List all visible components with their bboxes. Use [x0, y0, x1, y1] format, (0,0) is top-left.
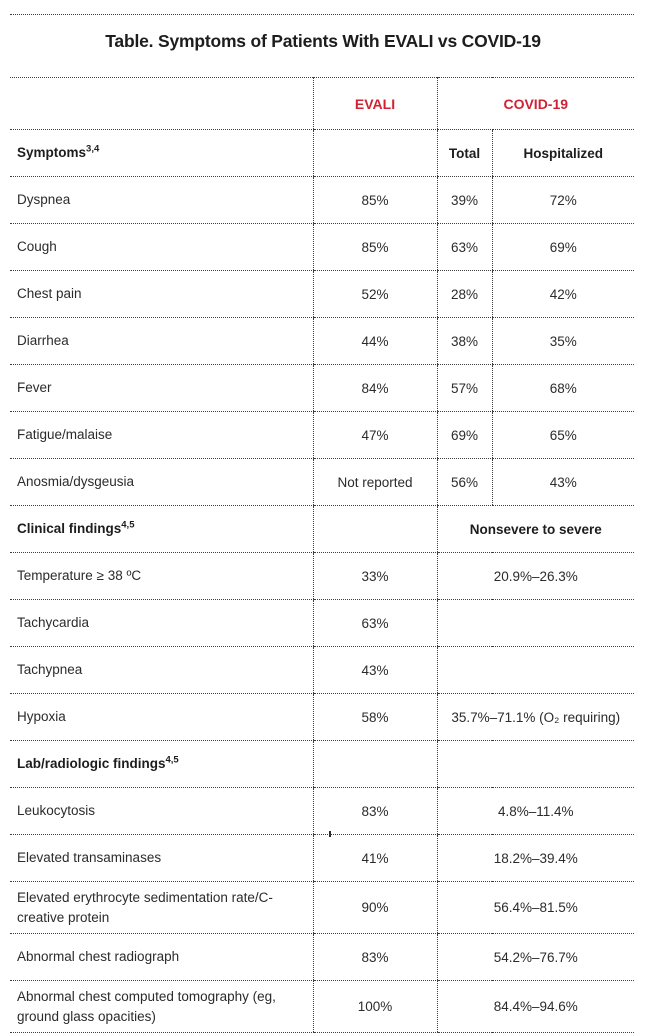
row-label [10, 365, 313, 412]
row-label-superscript: 4,5 [165, 754, 179, 766]
covid-range-cell: 18.2%–39.4% [437, 835, 634, 882]
hospitalized-cell: 35% [492, 318, 634, 365]
row-label-text: Fever [17, 380, 52, 396]
evali-cell: 47% [313, 412, 437, 459]
table-row [10, 412, 634, 459]
evali-cell [313, 130, 437, 177]
table-row [10, 177, 634, 224]
evali-cell: Not reported [313, 459, 437, 506]
evali-cell [313, 741, 437, 788]
row-label [10, 882, 313, 934]
hospitalized-cell: 42% [492, 271, 634, 318]
table-row [10, 934, 634, 981]
row-label-text: Symptoms [17, 145, 87, 161]
evali-cell: 90% [313, 882, 437, 934]
row-label-text: Dyspnea [17, 192, 71, 208]
total-cell: Total [437, 130, 492, 177]
total-cell: 39% [437, 177, 492, 224]
table-row [10, 981, 634, 1033]
col-header-covid: COVID-19 [437, 78, 634, 130]
total-cell: 69% [437, 412, 492, 459]
row-label [10, 934, 313, 981]
covid-range-cell: 56.4%–81.5% [437, 882, 634, 934]
covid-range-cell: 4.8%–11.4% [437, 788, 634, 835]
row-label [10, 553, 313, 600]
row-label [10, 177, 313, 224]
row-label [10, 271, 313, 318]
row-label-text: Fatigue/malaise [17, 427, 113, 443]
top-rule [10, 14, 634, 15]
total-cell: 28% [437, 271, 492, 318]
table-header-row [10, 78, 634, 130]
row-label [10, 647, 313, 694]
table-row [10, 553, 634, 600]
covid-range-cell: 35.7%–71.1% (O₂ requiring) [437, 694, 634, 741]
row-label [10, 835, 313, 882]
evali-cell: 33% [313, 553, 437, 600]
row-label [10, 318, 313, 365]
row-label-text: Lab/radiologic findings [17, 756, 166, 772]
evali-cell: 85% [313, 224, 437, 271]
row-label-text: Elevated transaminases [17, 850, 162, 866]
covid-range-cell: 20.9%–26.3% [437, 553, 634, 600]
table-row [10, 318, 634, 365]
covid-range-cell: 84.4%–94.6% [437, 981, 634, 1033]
row-label-text: Tachypnea [17, 662, 83, 678]
hospitalized-cell: 43% [492, 459, 634, 506]
evali-cell: 83% [313, 934, 437, 981]
bottom-tick [329, 831, 331, 837]
hospitalized-cell: 68% [492, 365, 634, 412]
table-row [10, 459, 634, 506]
total-cell: 57% [437, 365, 492, 412]
table-row [10, 600, 634, 647]
row-label-text: Abnormal chest computed tomography (eg, ground glass opacities) [17, 989, 276, 1024]
covid-range-cell: 54.2%–76.7% [437, 934, 634, 981]
table-row [10, 224, 634, 271]
covid-range-cell [437, 647, 634, 694]
row-label-text: Anosmia/dysgeusia [17, 474, 135, 490]
row-label-text: Clinical findings [17, 521, 122, 537]
covid-range-cell [437, 600, 634, 647]
row-label-text: Chest pain [17, 286, 82, 302]
evali-cell: 84% [313, 365, 437, 412]
table-row [10, 882, 634, 934]
evali-cell: 44% [313, 318, 437, 365]
evali-cell [313, 506, 437, 553]
evali-cell: 43% [313, 647, 437, 694]
row-label [10, 600, 313, 647]
evali-cell: 85% [313, 177, 437, 224]
row-label [10, 694, 313, 741]
symptoms-table [10, 77, 634, 1033]
row-label-text: Leukocytosis [17, 803, 96, 819]
row-label-text: Abnormal chest radiograph [17, 949, 180, 965]
row-label-text: Tachycardia [17, 615, 90, 631]
header-empty-cell [10, 78, 313, 130]
evali-cell: 41% [313, 835, 437, 882]
table-row [10, 835, 634, 882]
row-label [10, 459, 313, 506]
total-cell: 63% [437, 224, 492, 271]
row-label-superscript: 3,4 [86, 143, 100, 155]
table-row [10, 271, 634, 318]
row-label [10, 412, 313, 459]
col-header-evali: EVALI [313, 78, 437, 130]
row-label-text: Hypoxia [17, 709, 66, 725]
page-title: Table. Symptoms of Patients With EVALI vs COVID-19 [105, 31, 541, 51]
table-row [10, 694, 634, 741]
row-label-text: Elevated erythrocyte sedimentation rate/C-creative protein [17, 890, 273, 925]
evali-cell: 52% [313, 271, 437, 318]
row-label-text: Cough [17, 239, 57, 255]
row-label [10, 788, 313, 835]
evali-cell: 83% [313, 788, 437, 835]
hospitalized-cell: 72% [492, 177, 634, 224]
evali-cell: 58% [313, 694, 437, 741]
row-label-superscript: 4,5 [121, 519, 135, 531]
table-row [10, 365, 634, 412]
row-label [10, 130, 313, 177]
evali-cell: 63% [313, 600, 437, 647]
table-row [10, 506, 634, 553]
hospitalized-cell: 69% [492, 224, 634, 271]
row-label [10, 981, 313, 1033]
evali-cell: 100% [313, 981, 437, 1033]
total-cell: 56% [437, 459, 492, 506]
total-cell: 38% [437, 318, 492, 365]
hospitalized-cell: Hospitalized [492, 130, 634, 177]
table-row [10, 788, 634, 835]
hospitalized-cell: 65% [492, 412, 634, 459]
table-row [10, 130, 634, 177]
row-label [10, 741, 313, 788]
covid-range-cell: Nonsevere to severe [437, 506, 634, 553]
row-label-text: Temperature ≥ 38 ºC [17, 568, 142, 584]
row-label [10, 506, 313, 553]
table-row [10, 647, 634, 694]
row-label [10, 224, 313, 271]
covid-range-cell [437, 741, 634, 788]
row-label-text: Diarrhea [17, 333, 69, 349]
table-row [10, 741, 634, 788]
